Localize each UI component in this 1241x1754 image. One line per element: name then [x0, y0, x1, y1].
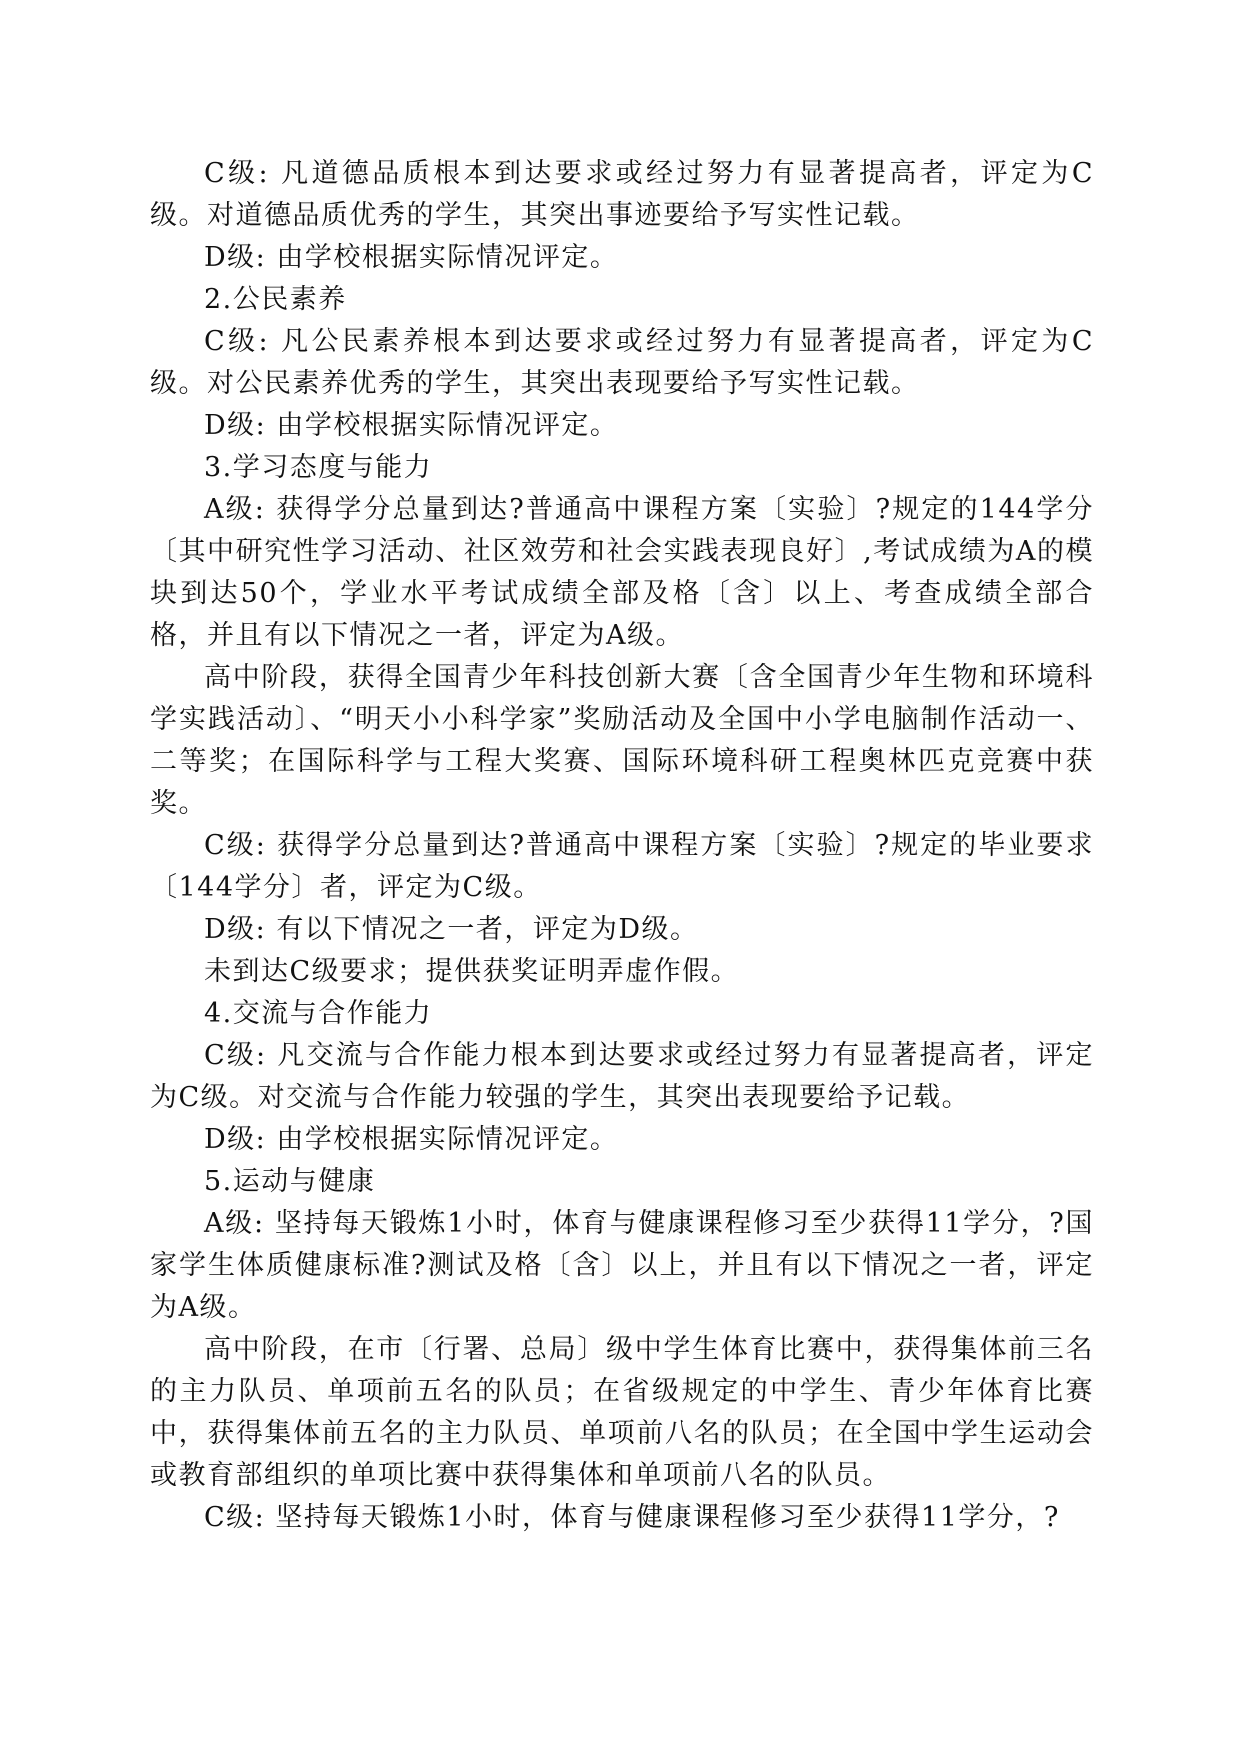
paragraph-sports-a-detail: 高中阶段，在市〔行署、总局〕级中学生体育比赛中，获得集体前三名的主力队员、单项前五名的队员；在省级规定的中学生、青少年体育比赛中，获得集体前五名的主力队员、单项前八名的队员；在全国中学生运动会或教育部组织的单项比赛中获得集体和单项前八名的队员。: [150, 1334, 1094, 1491]
paragraph-learning-d: D级: 有以下情况之一者，评定为D级。: [204, 914, 699, 945]
paragraph-communication-d: D级: 由学校根据实际情况评定。: [204, 1124, 619, 1155]
paragraph-communication-c: C级: 凡交流与合作能力根本到达要求或经过努力有显著提高者，评定为C级。对交流与合作能力较强的学生，其突出表现要给予记载。: [150, 1040, 1094, 1113]
paragraph-learning-d-detail: 未到达C级要求；提供获奖证明弄虚作假。: [204, 956, 740, 987]
section-heading-civic: 2.公民素养: [204, 284, 347, 315]
section-heading-communication: 4.交流与合作能力: [204, 998, 433, 1029]
paragraph-moral-c: C级: 凡道德品质根本到达要求或经过努力有显著提高者，评定为C级。对道德品质优秀的学生，其突出事迹要给予写实性记载。: [150, 158, 1094, 231]
paragraph-civic-d: D级: 由学校根据实际情况评定。: [204, 410, 619, 441]
paragraph-sports-c: C级: 坚持每天锻炼1小时，体育与健康课程修习至少获得11学分，?: [204, 1502, 1060, 1533]
paragraph-moral-d: D级: 由学校根据实际情况评定。: [204, 242, 619, 273]
paragraph-learning-c: C级: 获得学分总量到达?普通高中课程方案〔实验〕?规定的毕业要求〔144学分〕者，评定为C级。: [150, 830, 1094, 903]
paragraph-learning-a: A级: 获得学分总量到达?普通高中课程方案〔实验〕?规定的144学分〔其中研究性学习活动、社区效劳和社会实践表现良好〕,考试成绩为A的模块到达50个，学业水平考试成绩全部及格〔含〕以上、考查成绩全部合格，并且有以下情况之一者，评定为A级。: [150, 494, 1094, 651]
paragraph-learning-a-detail: 高中阶段，获得全国青少年科技创新大赛〔含全国青少年生物和环境科学实践活动〕、“明天小小科学家”奖励活动及全国中小学电脑制作活动一、二等奖；在国际科学与工程大奖赛、国际环境科研工程奥林匹克竞赛中获奖。: [150, 662, 1094, 819]
paragraph-sports-a: A级: 坚持每天锻炼1小时，体育与健康课程修习至少获得11学分，?国家学生体质健康标准?测试及格〔含〕以上，并且有以下情况之一者，评定为A级。: [150, 1208, 1094, 1323]
section-heading-sports: 5.运动与健康: [204, 1166, 376, 1197]
paragraph-civic-c: C级: 凡公民素养根本到达要求或经过努力有显著提高者，评定为C级。对公民素养优秀的学生，其突出表现要给予写实性记载。: [150, 326, 1094, 399]
section-heading-learning: 3.学习态度与能力: [204, 452, 433, 483]
document-body: [150, 153, 1094, 1539]
